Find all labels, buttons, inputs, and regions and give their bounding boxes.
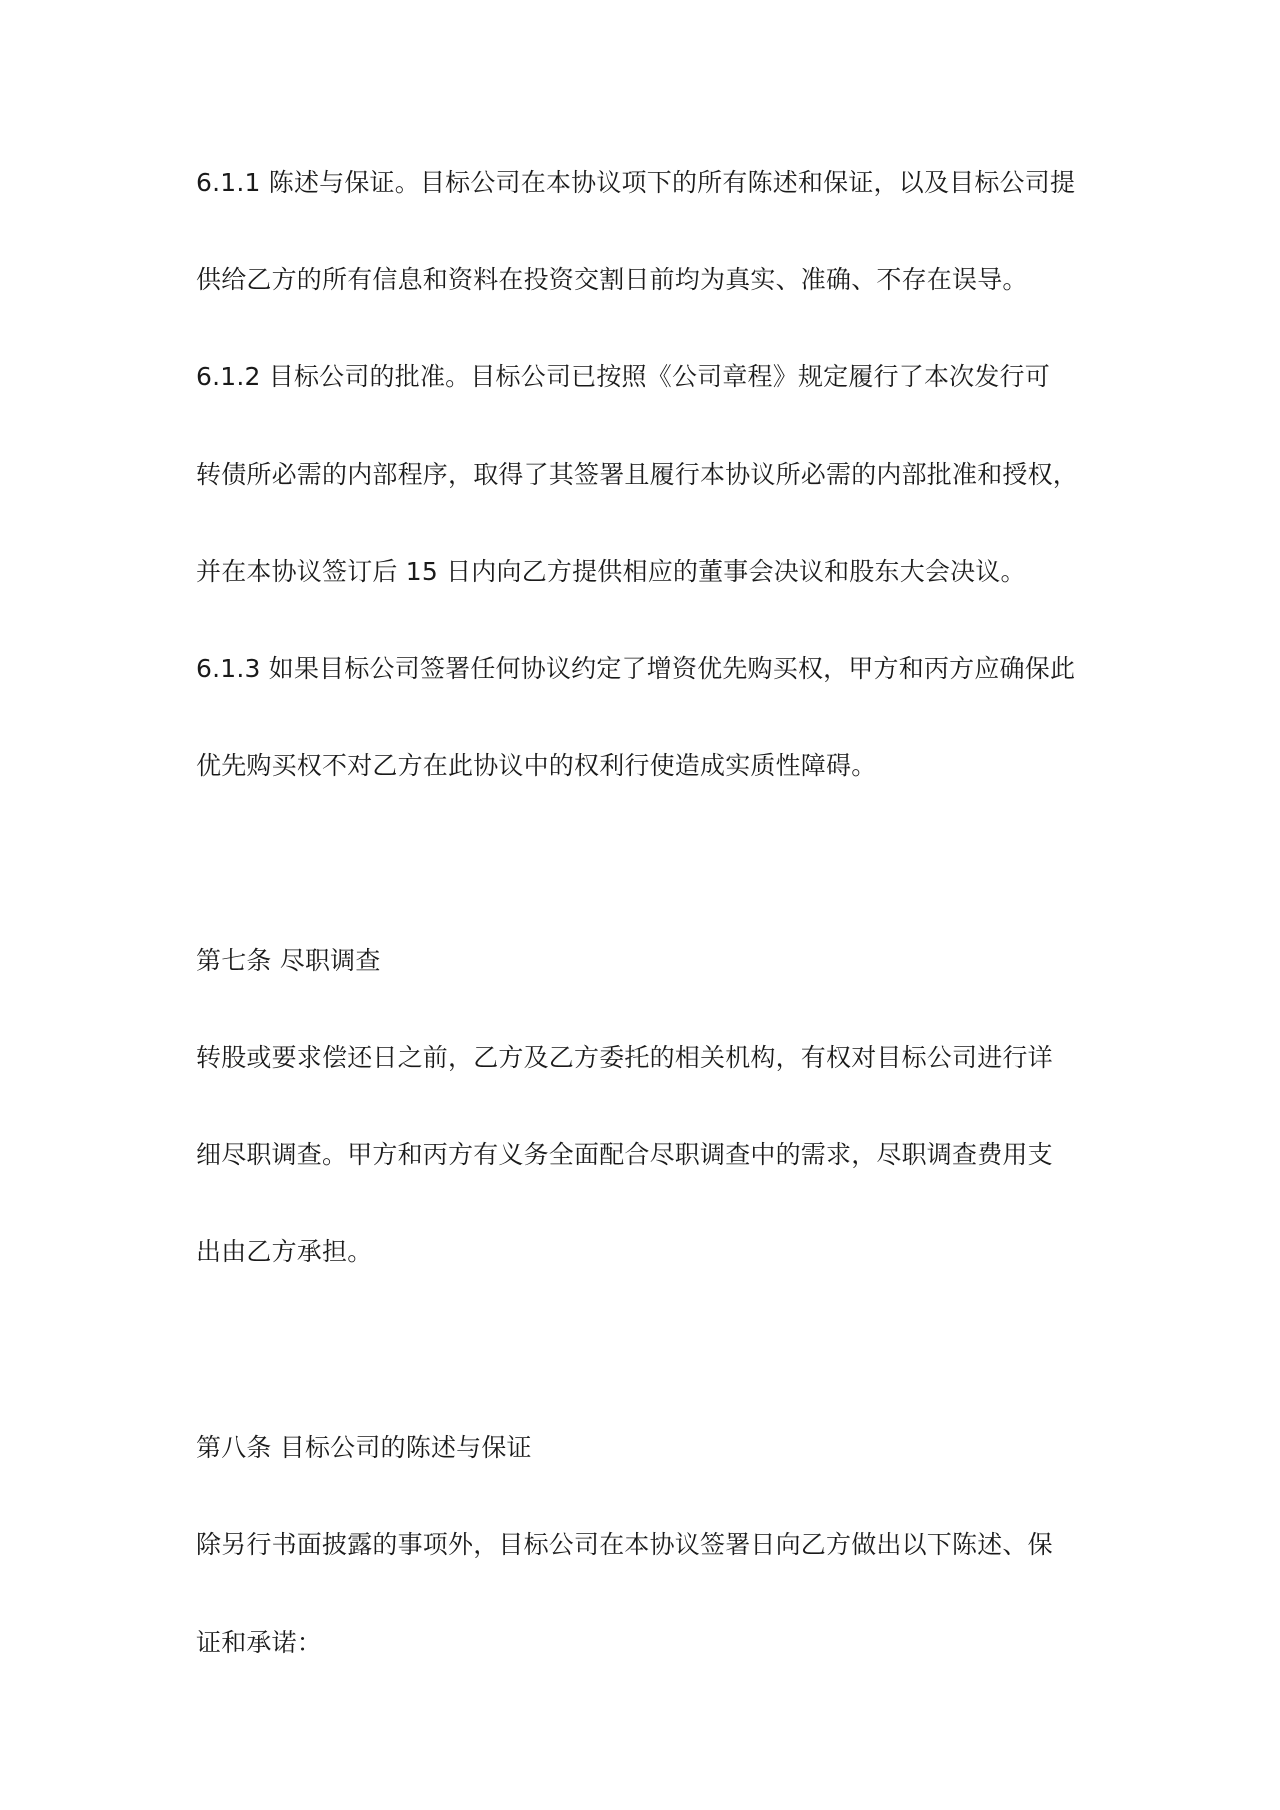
article-7-line-2: 细尽职调查。甲方和丙方有义务全面配合尽职调查中的需求，尽职调查费用支 xyxy=(196,1140,1053,1169)
clause-6-1-2-line-1: 6.1.2 目标公司的批准。目标公司已按照《公司章程》规定履行了本次发行可 xyxy=(196,362,1050,391)
clause-6-1-2-line-3: 并在本协议签订后 15 日内向乙方提供相应的董事会决议和股东大会决议。 xyxy=(196,557,1026,586)
article-8-line-1: 除另行书面披露的事项外，目标公司在本协议签署日向乙方做出以下陈述、保 xyxy=(196,1530,1053,1559)
article-7-line-1: 转股或要求偿还日之前，乙方及乙方委托的相关机构，有权对目标公司进行详 xyxy=(196,1043,1053,1072)
article-7-heading: 第七条 尽职调查 xyxy=(196,946,381,975)
clause-6-1-3-line-2: 优先购买权不对乙方在此协议中的权利行使造成实质性障碍。 xyxy=(196,751,877,780)
clause-6-1-3-line-1: 6.1.3 如果目标公司签署任何协议约定了增资优先购买权，甲方和丙方应确保此 xyxy=(196,654,1076,683)
clause-6-1-1-line-1: 6.1.1 陈述与保证。目标公司在本协议项下的所有陈述和保证，以及目标公司提 xyxy=(196,168,1076,197)
article-8-heading: 第八条 目标公司的陈述与保证 xyxy=(196,1433,532,1462)
clause-6-1-2-line-2: 转债所必需的内部程序，取得了其签署且履行本协议所必需的内部批准和授权， xyxy=(196,460,1079,489)
article-8-line-2: 证和承诺： xyxy=(196,1628,323,1657)
clause-6-1-1-line-2: 供给乙方的所有信息和资料在投资交割日前均为真实、准确、不存在误导。 xyxy=(196,265,1028,294)
article-7-line-3: 出由乙方承担。 xyxy=(196,1237,373,1266)
